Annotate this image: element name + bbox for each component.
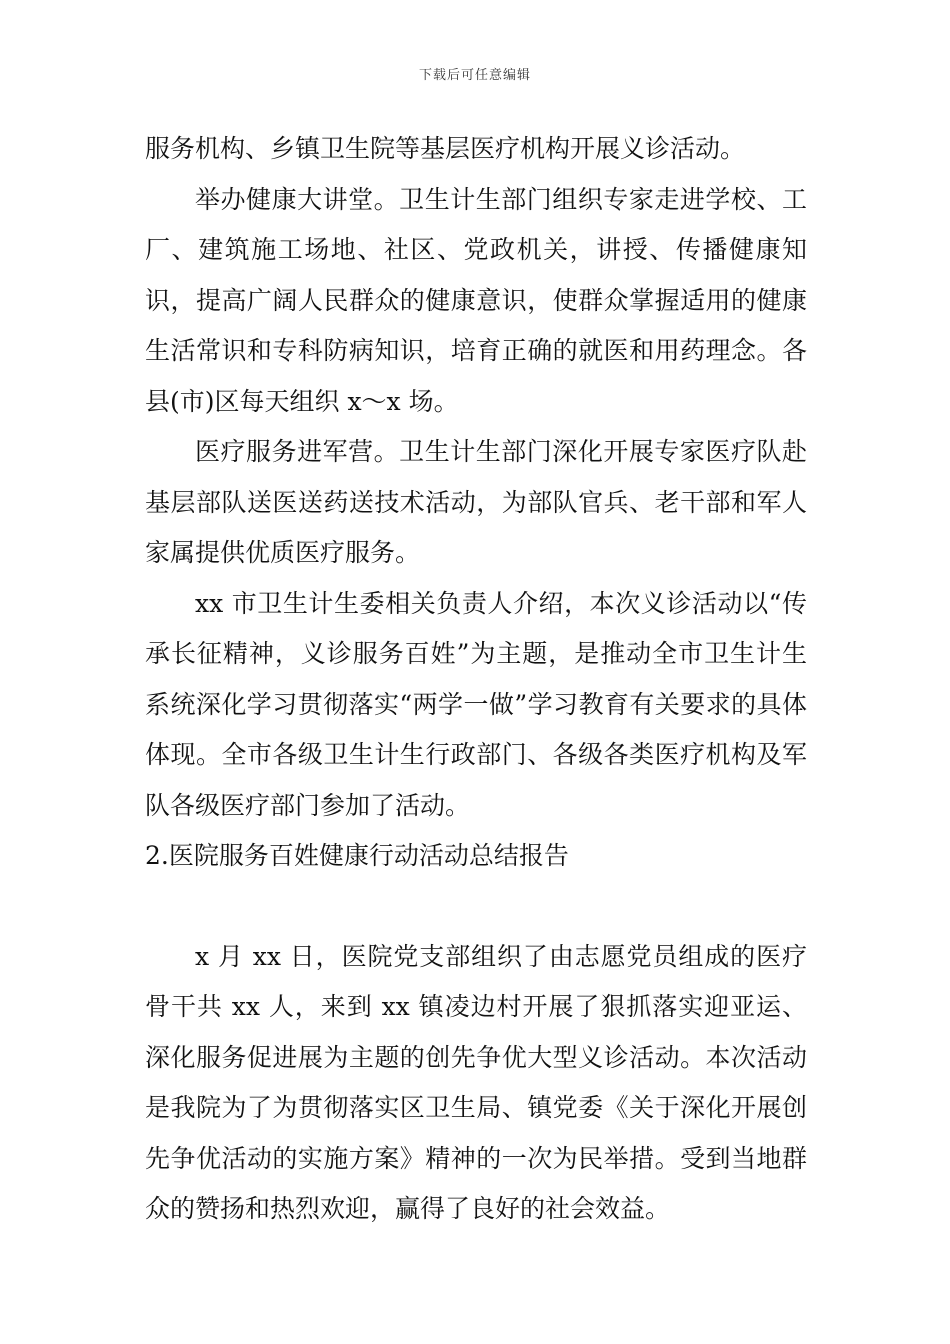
paragraph-hospital-summary: x 月 xx 日，医院党支部组织了由志愿党员组成的医疗骨干共 xx 人，来到 xx 镇凌边村开展了狠抓落实迎亚运、深化服务促进展为主题的创先争优大型义诊活动。本次活动是我院为了为贯彻落实区卫生局、镇党委《关于深化开展创先争优活动的实施方案》精神的一次为民举措。受到当地群众的赞扬和热烈欢迎，赢得了良好的社会效益。 bbox=[145, 941, 807, 1223]
paragraph-military-service: 医疗服务进军营。卫生计生部门深化开展专家医疗队赴基层部队送医送药送技术活动，为部队官兵、老干部和军人家属提供优质医疗服务。 bbox=[145, 437, 807, 567]
paragraph-continued: 服务机构、乡镇卫生院等基层医疗机构开展义诊活动。 bbox=[145, 134, 746, 163]
paragraph-health-lecture: 举办健康大讲堂。卫生计生部门组织专家走进学校、工厂、建筑施工场地、社区、党政机关，讲授、传播健康知识，提高广阔人民群众的健康意识，使群众掌握适用的健康生活常识和专科防病知识，培育正确的就医和用药理念。各县(市)区每天组织 x～x 场。 bbox=[145, 184, 807, 416]
blank-line bbox=[145, 882, 807, 932]
paragraph-official-introduction: xx 市卫生计生委相关负责人介绍，本次义诊活动以“传承长征精神，义诊服务百姓”为主题，是推动全市卫生计生系统深化学习贯彻落实“两学一做”学习教育有关要求的具体体现。全市各级卫生计生行政部门、各级各类医疗机构及军队各级医疗部门参加了活动。 bbox=[145, 588, 807, 820]
section-heading: 2.医院服务百姓健康行动活动总结报告 bbox=[145, 841, 569, 870]
page-header-note: 下载后可任意编辑 bbox=[418, 68, 531, 83]
document-body bbox=[145, 124, 807, 1235]
